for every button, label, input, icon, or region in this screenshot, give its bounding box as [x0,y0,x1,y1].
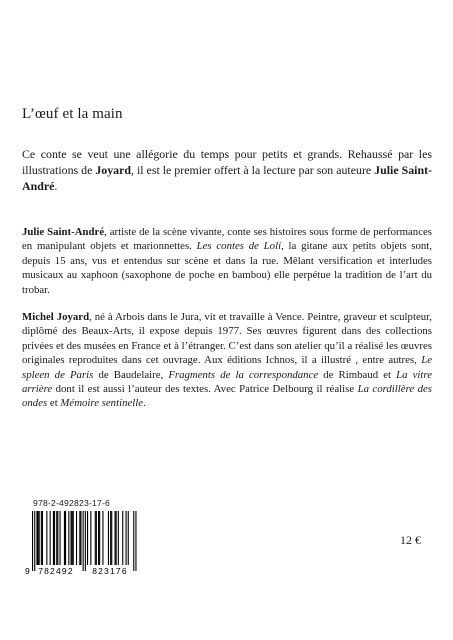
barcode-bar [32,511,33,571]
barcode-bar [126,511,127,565]
illustrator-bio-text-4: dont il est aussi l’auteur des textes. Avec Patrice Delbourg il réalise [52,383,358,396]
barcode-bar [87,511,88,565]
illustrator-name: Joyard [95,162,132,177]
barcode-bar [42,511,43,565]
illustrator-work-4: La cordillère des ondes [22,383,432,410]
barcode-bar [41,511,42,565]
barcode-bar [83,511,84,571]
price: 12 € [400,533,421,547]
illustrator-bio [22,310,432,411]
barcode-bar [54,511,55,565]
barcode-bar [68,511,69,565]
illustrator-bio-name: Michel Joyard [22,311,90,323]
illustrator-work-1: Le spleen de Paris [22,354,432,381]
author-bio [22,225,432,297]
barcode-bar [135,511,136,571]
barcode-bar [95,511,96,565]
book-title: L’œuf et la main [22,106,123,122]
barcode-bar [118,511,119,565]
illustrator-work-3: La vitre arrière [22,368,432,396]
illustrator-bio-text-2: de Baudelaire, [93,368,169,381]
barcode-bar [80,511,81,565]
barcode-bar [50,511,51,565]
barcode-bar [108,511,109,565]
author-bio-text-2: , la gitane aux petits objets sont, depuis 15 ans, vus et entendus sur scène et dans la rue. Mêlant versification et interludes musicaux au xaphoon (saxophone de poche en bambou) elle perpétue la tradition de l’art du trobar. [22,240,432,296]
barcode-bar [53,511,54,565]
barcode-lead-digit: 9 [25,566,30,576]
barcode-bar [72,511,73,565]
author-bio-name: Julie Saint-André [22,226,105,238]
intro-text-3: . [54,178,58,193]
barcode-bar [79,511,80,565]
barcode-bar [38,511,39,565]
barcode-digits-right: 823176 [92,566,128,576]
illustrator-bio-text-1: , né à Arbois dans le Jura, vit et travaille à Vence. Peintre, graveur et sculpteur, diplômé des Beaux-Arts, il expose depuis 1977. Ses œuvres figurent dans des collections privées et des musées en France et à l’étranger. C’est dans son atelier qu’il a réalisé les œuvres originales reproduites dans cet ouvrage. Aux éditions Ichnos, il a illustré , entre autres, [22,311,432,367]
barcode-bar [111,511,112,565]
barcode-bar [36,511,37,565]
intro-text-2: , il est le premier offert à la lecture par son auteure [131,162,375,177]
barcode-bar [56,511,57,565]
barcode-bar [46,511,47,565]
barcode-bar [96,511,97,565]
barcode-bar [98,511,99,565]
illustrator-work-5: Mémoire sentinelle [60,397,144,410]
barcode-bar [99,511,100,565]
illustrator-bio-text-5: et [47,397,61,410]
barcode-bar [85,511,86,571]
barcode-bar [133,511,134,571]
barcode-bar [102,511,103,565]
barcode-bar [76,511,77,565]
barcode-bar [39,511,40,565]
author-work-title: Les contes de Loli [196,240,282,253]
barcode-bar [57,511,58,565]
barcode-bar [64,511,65,565]
barcode-bar [60,511,61,565]
barcode-bar [128,511,129,565]
barcode-bar [73,511,74,565]
barcode-digits-left: 782492 [38,566,74,576]
barcode-bar [116,511,117,565]
barcode-bar [122,511,123,565]
barcode-bar [71,511,72,565]
author-name: Julie Saint-André [22,162,432,193]
intro-text-1: Ce conte se veut une allégorie du temps pour petits et grands. Rehaussé par les illustrations de [22,147,432,177]
author-bio-text-1: , artiste de la scène vivante, conte ses histoires sous forme de performances en manipulant objets et marionnettes. [22,226,432,253]
barcode-bar [115,511,116,565]
illustrator-bio-text-3: de Rimbaud et [318,368,397,381]
illustrator-bio-text-6: . [143,397,146,410]
isbn-number: 978-2-492823-17-6 [33,498,110,508]
barcode-bar [90,511,91,565]
illustrator-work-2: Fragments de la correspondance [168,368,319,381]
barcode [24,511,148,576]
barcode-bar [65,511,66,565]
barcode-bar [34,511,35,571]
intro-paragraph [22,147,432,194]
barcode-bar [110,511,111,565]
